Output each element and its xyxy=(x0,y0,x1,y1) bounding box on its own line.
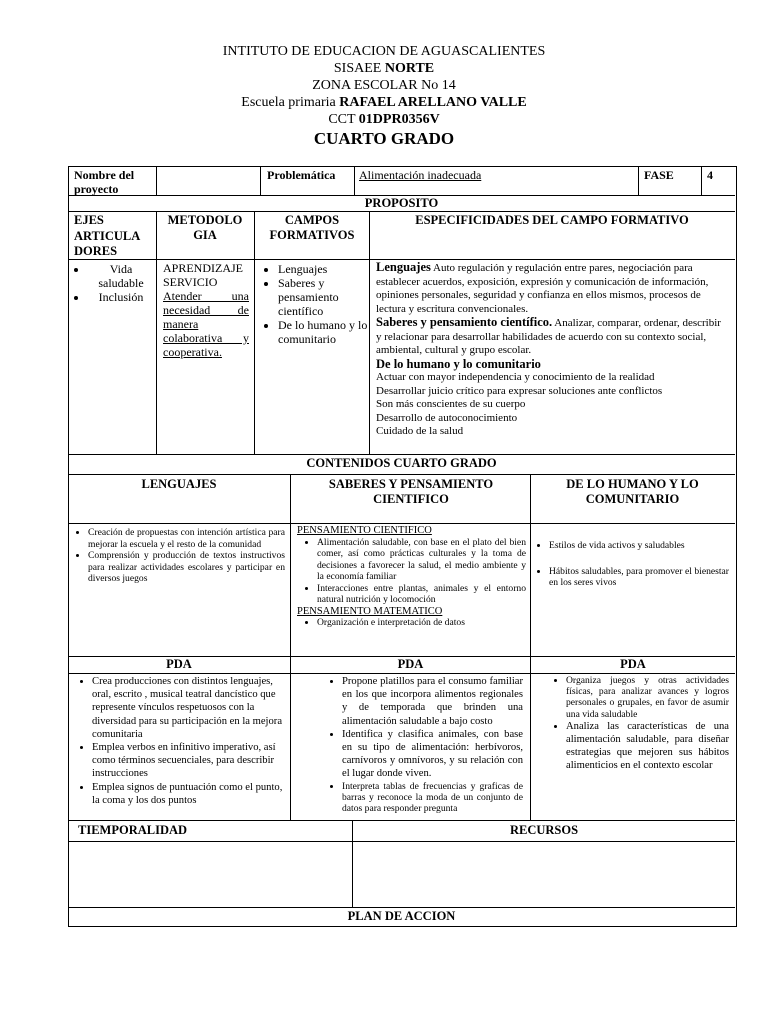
ejes-heading: EJES ARTICULA DORES xyxy=(74,213,140,258)
pda-humano-list xyxy=(552,675,729,773)
list-item: • Organización e interpretación de datos xyxy=(317,617,526,629)
list-item: • Analiza las características de una alimentación saludable, para diseñar estrategias que mejoren sus hábitos alimenticios en el contexto escolar xyxy=(566,720,729,773)
list-item: • De lo humano y lo comunitario xyxy=(278,318,368,346)
contenidos-humano-heading: DE LO HUMANO Y LO COMUNITARIO xyxy=(566,477,699,506)
list-item: • Comprensión y producción de textos instructivos para realizar actividades escolares y participar en diversos juegos xyxy=(88,550,285,585)
list-item: • Organiza juegos y otras actividades físicas, para analizar avances y logros personales o grupales, en favor de asumir una vida saludable xyxy=(566,675,729,720)
institute-name: INTITUTO DE EDUCACION DE AGUASCALIENTES xyxy=(222,44,546,59)
list-item: • Inclusión xyxy=(88,290,154,304)
list-item: • Emplea verbos en infinitivo imperativo, así como términos secuenciales, para describir instrucciones xyxy=(92,741,286,781)
system-line: SISAEE NORTE xyxy=(333,61,435,76)
contenidos-humano-list xyxy=(535,540,729,589)
humano-line: Desarrollo de autoconocimiento xyxy=(376,411,518,424)
row-divider xyxy=(68,841,735,842)
ejes-list xyxy=(76,262,154,304)
row-divider xyxy=(68,673,735,674)
pensamiento-cientifico-label: PENSAMIENTO CIENTIFICO xyxy=(297,525,432,536)
cct-line: CCT 01DPR0356V xyxy=(328,112,440,127)
metodologia-name: APRENDIZAJE SERVICIO xyxy=(163,261,243,289)
row-divider xyxy=(68,907,735,908)
humano-line: Desarrollar juicio crítico para expresar soluciones ante conflictos xyxy=(376,384,663,397)
list-item: • Propone platillos para el consumo familiar en los que incorpora alimentos regionales y de temporada que brinden una alimentación saludable a bajo costo xyxy=(342,675,523,728)
pda-lenguajes-list xyxy=(78,675,286,807)
pda-humano-heading: PDA xyxy=(620,657,646,671)
project-name-label: Nombre del proyecto xyxy=(74,168,135,196)
document-header xyxy=(0,43,768,149)
temporalidad-heading: TIEMPORALIDAD xyxy=(78,823,188,837)
pensamiento-matematico-label: PENSAMIENTO MATEMATICO xyxy=(297,605,443,617)
zone-line: ZONA ESCOLAR No 14 xyxy=(312,78,456,93)
col-divider xyxy=(254,211,255,455)
list-item: • Crea producciones con distintos lenguajes, oral, escrito , musical teatral dancístico que represente vínculos respetuosos con la diversidad para su participación en la mejora comunitaria xyxy=(92,675,286,741)
pda-lenguajes-heading: PDA xyxy=(166,657,192,671)
col-divider xyxy=(260,166,261,196)
lenguajes-subtitle: Lenguajes xyxy=(376,260,431,274)
pda-saberes-heading: PDA xyxy=(397,657,424,671)
contenidos-saberes-cell xyxy=(297,525,526,629)
purpose-heading: PROPOSITO xyxy=(364,196,439,210)
col-divider xyxy=(701,166,702,196)
humano-line: Actuar con mayor independencia y conocimiento de la realidad xyxy=(376,371,655,383)
list-item: • Estilos de vida activos y saludables xyxy=(549,540,729,552)
especificidades-cell xyxy=(376,261,728,439)
problem-label: Problemática xyxy=(267,168,336,182)
col-divider xyxy=(530,474,531,821)
lenguajes-text: Auto regulación y regulación entre pares, negociación para establecer acuerdos, exposición, expresión y comunicación de información, opiniones personales, seguridad y confianza en ellos mismos, procesos de lectura y escritura convencionales. xyxy=(376,262,709,315)
metodologia-desc: Atender una necesidad de manera colaborativa y cooperativa. xyxy=(163,289,249,359)
recursos-heading: RECURSOS xyxy=(509,823,579,837)
row-divider xyxy=(68,820,735,821)
contenidos-lenguajes-list xyxy=(74,527,285,585)
metodologia-cell xyxy=(163,261,249,359)
list-item: • Vida saludable xyxy=(88,262,154,290)
col-divider xyxy=(354,166,355,196)
problem-value: Alimentación inadecuada xyxy=(359,168,482,182)
saberes-subtitle: Saberes y pensamiento científico. xyxy=(376,315,553,329)
campos-heading: CAMPOS FORMATIVOS xyxy=(269,213,355,242)
row-divider xyxy=(68,454,735,455)
temporalidad-field[interactable] xyxy=(70,843,350,905)
list-item: • Lenguajes xyxy=(278,262,368,276)
col-divider xyxy=(290,474,291,821)
plan-heading: PLAN DE ACCION xyxy=(347,909,456,923)
col-divider xyxy=(156,211,157,455)
list-item: • Hábitos saludables, para promover el bienestar en los seres vivos xyxy=(549,566,729,589)
col-divider xyxy=(156,166,157,196)
row-divider xyxy=(68,523,735,524)
contenidos-saberes-heading: SABERES Y PENSAMIENTO CIENTIFICO xyxy=(328,477,494,506)
saberes-text: Analizar, comparar, ordenar, describir y relacionar para desarrollar habilidades de acuerdo con su contexto social, ambiental, cultural y grupo escolar. xyxy=(376,317,721,356)
list-item: • Alimentación saludable, con base en el plato del bien comer, así como prácticas culturales y la toma de decisiones a favorecer la salud, el medio ambiente y la economía familiar xyxy=(317,537,526,583)
humano-line: Cuidado de la salud xyxy=(376,425,464,437)
humano-subtitle: De lo humano y lo comunitario xyxy=(376,356,541,371)
row-divider xyxy=(68,474,735,475)
recursos-field[interactable] xyxy=(354,843,733,905)
col-divider xyxy=(369,211,370,455)
list-item: • Identifica y clasifica animales, con base en su tipo de alimentación: herbívoros, carnívoros y omnívoros, y su relación con el lugar donde viven. xyxy=(342,728,523,781)
list-item: • Emplea signos de puntuación como el punto, la coma y los dos puntos xyxy=(92,781,286,807)
pda-saberes-list xyxy=(326,675,523,814)
list-item: • Interacciones entre plantas, animales y el entorno natural nutrición y locomoción xyxy=(317,583,526,606)
contenidos-lenguajes-heading: LENGUAJES xyxy=(141,477,217,491)
contenidos-heading: CONTENIDOS CUARTO GRADO xyxy=(306,456,497,470)
school-line: Escuela primaria RAFAEL ARELLANO VALLE xyxy=(241,95,527,110)
phase-value: 4 xyxy=(707,168,713,182)
phase-label: FASE xyxy=(644,168,674,182)
especificidades-heading: ESPECIFICIDADES DEL CAMPO FORMATIVO xyxy=(415,213,689,227)
campos-list xyxy=(264,262,368,346)
grade-title: CUARTO GRADO xyxy=(313,129,455,148)
row-divider xyxy=(68,211,735,212)
list-item: • Saberes y pensamiento científico xyxy=(278,276,368,318)
humano-line: Son más conscientes de su cuerpo xyxy=(376,398,526,410)
list-item: • Creación de propuestas con intención artística para mejorar la escuela y el resto de la comunidad xyxy=(88,527,285,550)
col-divider xyxy=(638,166,639,196)
list-item: • Interpreta tablas de frecuencias y graficas de barras y reconoce la moda de un conjunto de datos para responder pregunta xyxy=(342,781,523,815)
metodologia-heading: METODOLO GIA xyxy=(167,213,243,242)
